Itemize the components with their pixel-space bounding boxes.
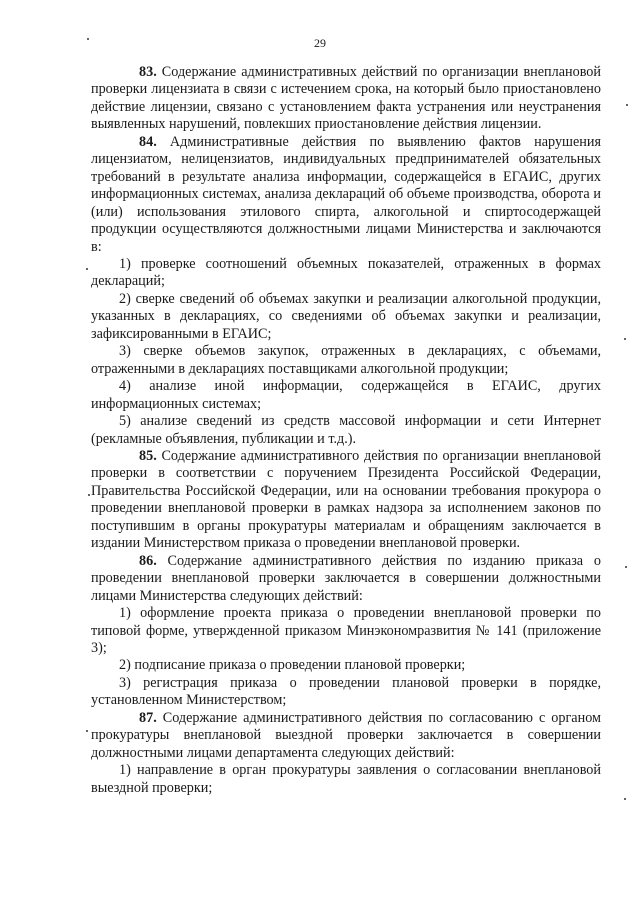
scan-speck [86, 730, 88, 732]
list-item-text: 3) регистрация приказа о проведении плановой проверки в порядке, установленном Министерством; [91, 674, 601, 709]
page-number: 29 [314, 36, 326, 50]
paragraph-text: Административные действия по выявлению фактов нарушения лицензиатом, нелицензиатов, индивидуальных предпринимателей обязательных требований в результате анализа информации, содержащейся в ЕГАИС, других информационных системах, анализа деклараций об объеме производства, оборота и (или) использования этилового спирта, алкогольной и спиртосодержащей продукции осуществляются должностными лицами Министерства и заключаются в: [91, 133, 601, 255]
list-item-text: 4) анализе иной информации, содержащейся в ЕГАИС, других информационных системах; [91, 378, 601, 412]
list-item-text: 1) проверке соотношений объемных показателей, отраженных в формах деклараций; [91, 255, 601, 290]
paragraph-84 [91, 134, 601, 256]
list-item-text: 1) оформление проекта приказа о проведении внеплановой проверки по типовой форме, утвержденной приказом Минэкономразвития № 141 (приложение 3); [91, 605, 601, 656]
scan-speck [86, 268, 88, 270]
scan-speck [88, 494, 90, 496]
list-item-text: 2) сверке сведений об объемах закупки и реализации алкогольной продукции, указанных в декларациях, со сведениями об объемах закупки и реализации, зафиксированными в ЕГАИС; [91, 290, 601, 342]
paragraph-83 [91, 64, 601, 134]
paragraph-text: Содержание административного действия по согласованию с органом прокуратуры внеплановой выездной проверки заключается в совершении должностными лицами департамента следующих действий: [91, 709, 601, 761]
list-item [91, 378, 601, 413]
scan-speck [624, 798, 626, 800]
scan-speck [624, 338, 626, 340]
paragraph-85 [91, 448, 601, 553]
paragraph-number: 86. [139, 552, 157, 569]
list-item [91, 657, 601, 674]
list-item [91, 256, 601, 291]
paragraph-number: 83. [139, 64, 157, 80]
list-item-text: 3) сверке объемов закупок, отраженных в декларациях, с объемами, отраженными в декларациях поставщиками алкогольной продукции; [91, 343, 601, 377]
list-item [91, 413, 601, 448]
list-item [91, 762, 601, 797]
list-item [91, 605, 601, 657]
scan-speck [626, 104, 628, 106]
list-item-text: 5) анализе сведений из средств массовой информации и сети Интернет (рекламные объявления, публикации и т.д.). [91, 413, 601, 447]
list-item [91, 343, 601, 378]
list-item-text: 2) подписание приказа о проведении плановой проверки; [119, 657, 466, 674]
scan-speck [625, 566, 627, 568]
scan-speck [87, 38, 89, 40]
paragraph-text: Содержание административного действия по организации внеплановой проверки в соответствии с поручением Президента Российской Федерации, Правительства Российской Федерации, или на основании требования прокурора о проведении внеплановой проверки в рамках надзора за исполнением законов по поступившим в органы прокуратуры материалам и обращениям заключается в издании Министерством приказа о проведении внеплановой проверки. [91, 447, 601, 552]
paragraph-number: 87. [139, 709, 157, 726]
paragraph-number: 85. [139, 447, 157, 464]
document-body [91, 64, 601, 797]
paragraph-text: Содержание административных действий по организации внеплановой проверки лицензиата в связи с истечением срока, на который было приостановлено действие лицензии, связано с установлением факта устранения или неустранения выявленных нарушений, повлекших приостановление действия лицензии. [91, 64, 601, 133]
paragraph-number: 84. [139, 133, 157, 150]
list-item [91, 291, 601, 343]
paragraph-87 [91, 710, 601, 762]
list-item [91, 675, 601, 710]
paragraph-text: Содержание административного действия по изданию приказа о проведении внеплановой проверки заключается в совершении должностными лицами Министерства следующих действий: [91, 552, 601, 604]
paragraph-86 [91, 553, 601, 605]
list-item-text: 1) направление в орган прокуратуры заявления о согласовании внеплановой выездной проверки; [91, 762, 601, 796]
